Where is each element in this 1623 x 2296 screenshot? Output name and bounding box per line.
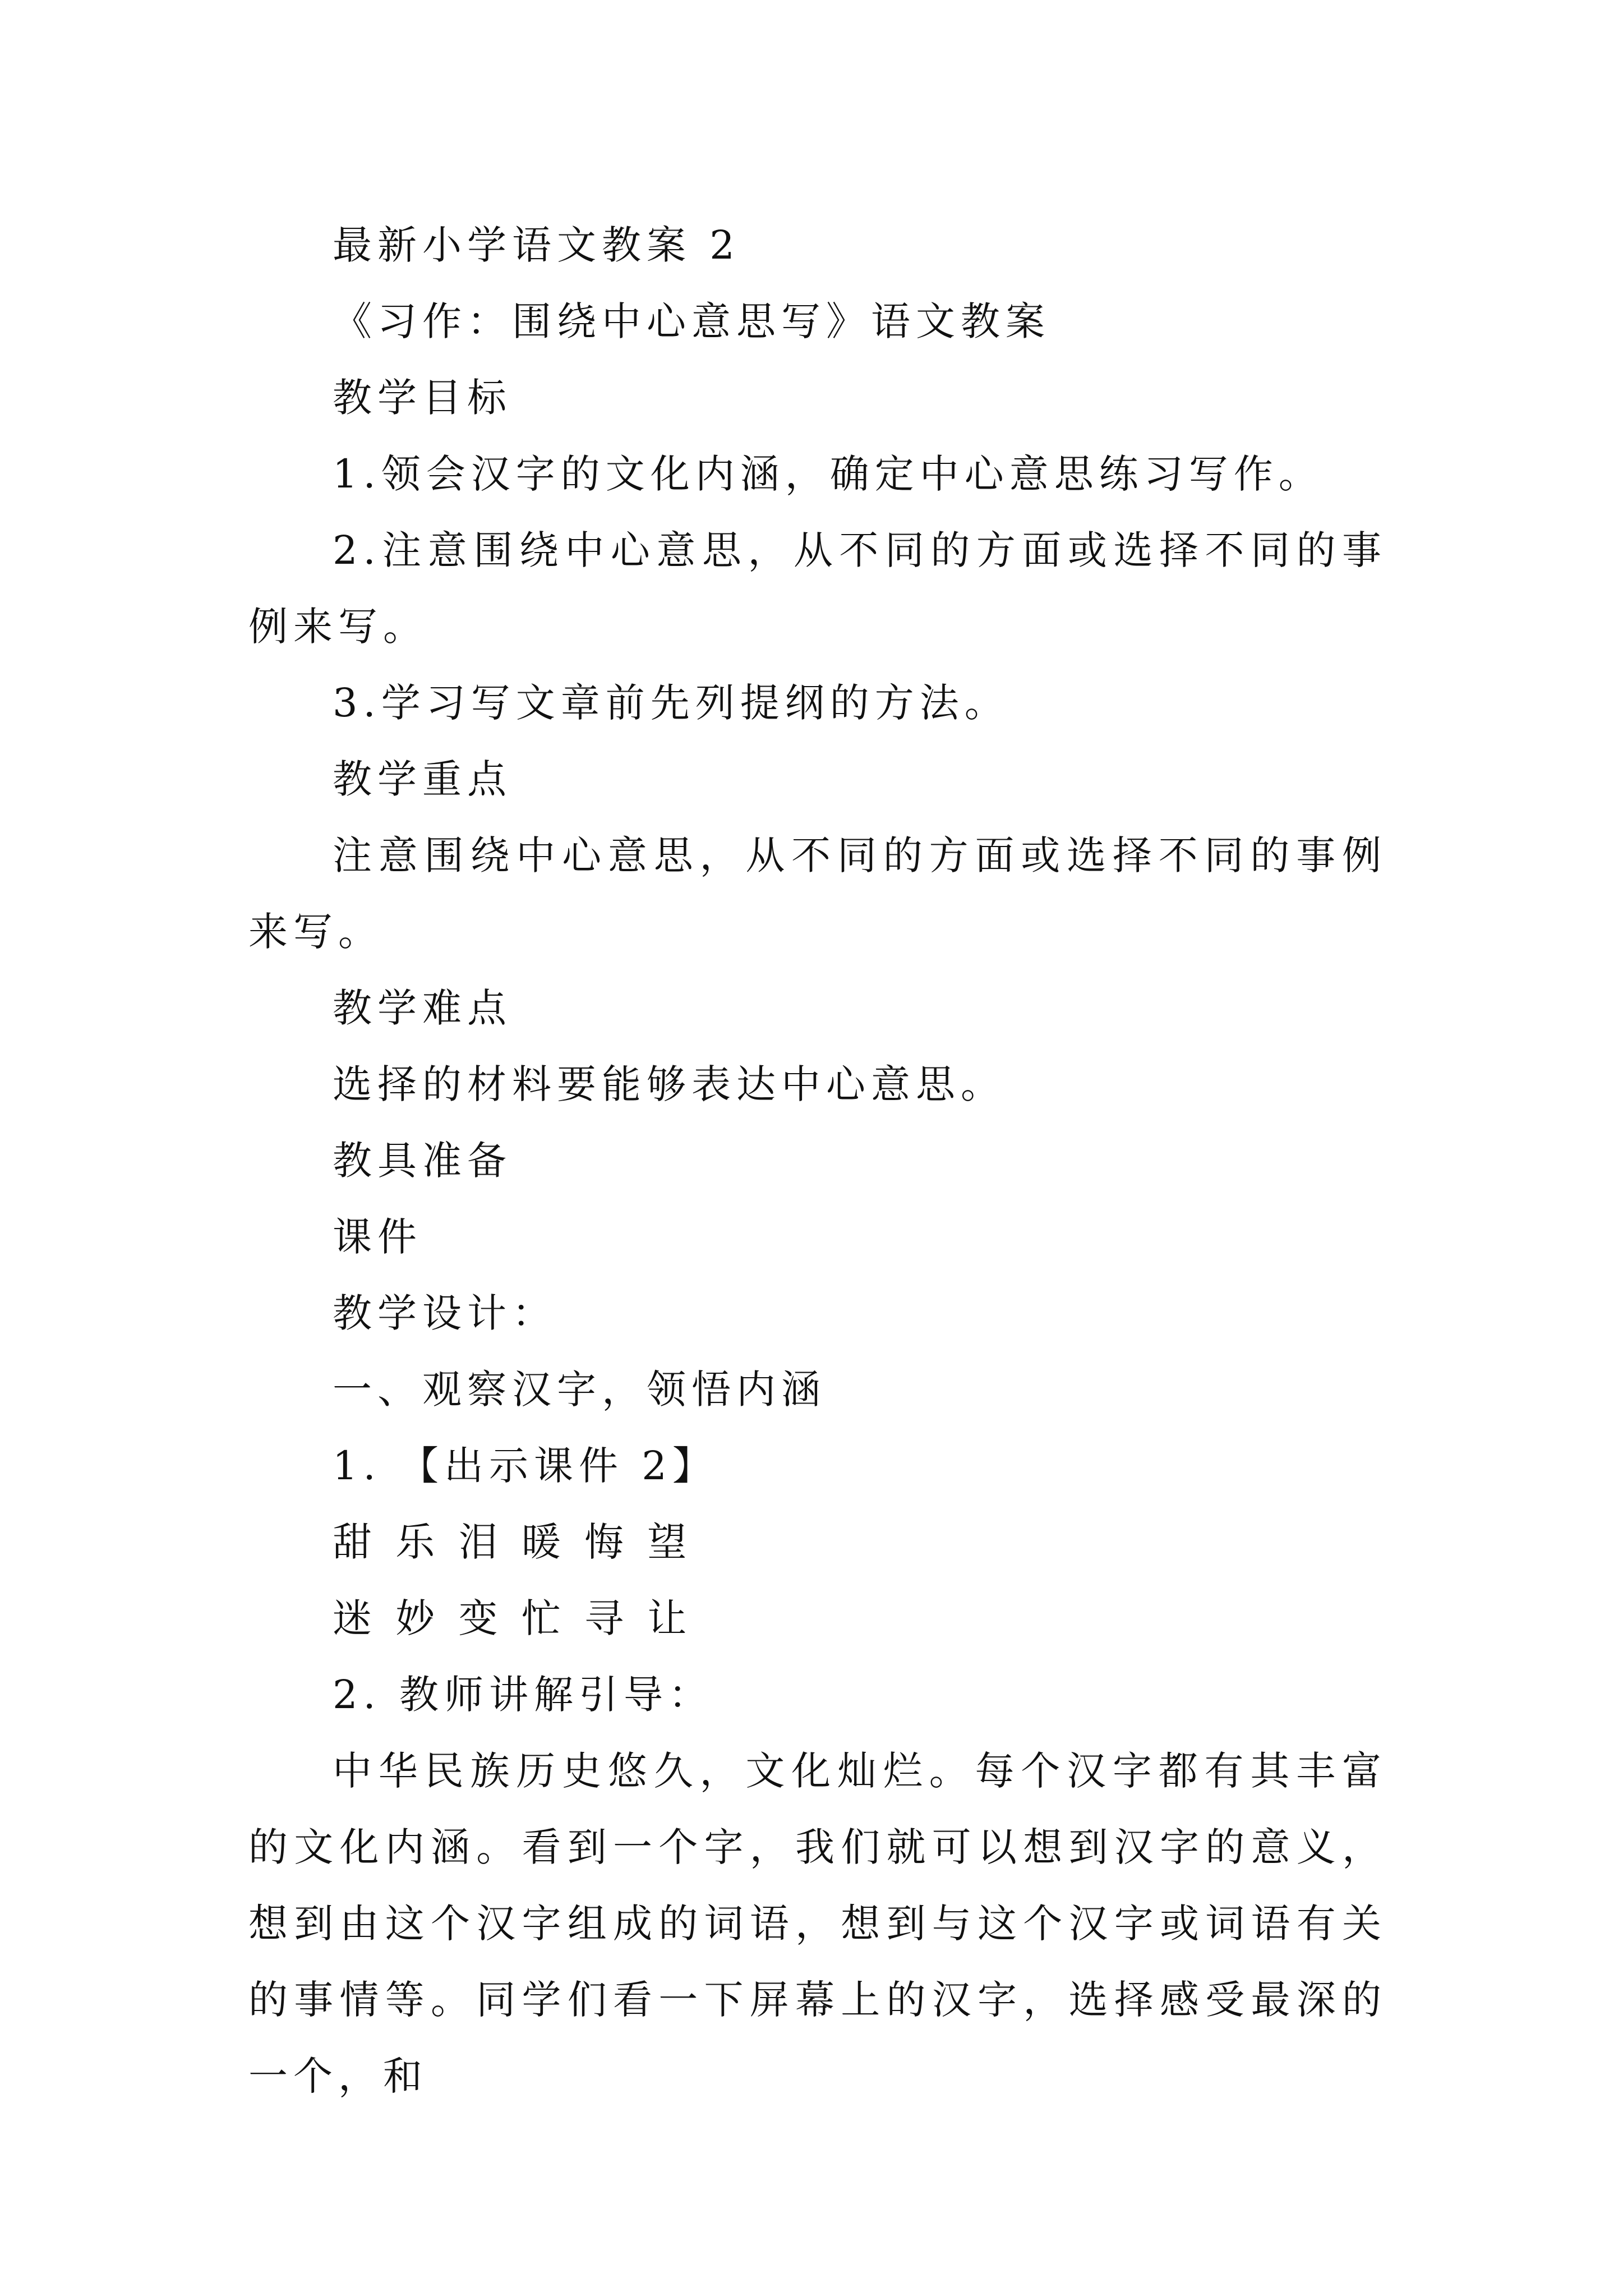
design-substep-2: 2. 教师讲解引导： [333,1672,714,1718]
document-body [248,207,1387,2114]
goal-item-1: 1.领会汉字的文化内涵，确定中心意思练习写作。 [333,451,1324,497]
section-heading-difficulties: 教学难点 [333,985,512,1031]
section-heading-design: 教学设计： [333,1290,557,1336]
explanation-paragraph: 中华民族历史悠久，文化灿烂。每个汉字都有其丰富的文化内涵。看到一个字，我们就可以想到汉字的意义，想到由这个汉字组成的词语，想到与这个汉字或词语有关的事情等。同学们看一下屏幕上的汉字，选择感受最深的一个，和 [248,1748,1387,2099]
lesson-title: 《习作：围绕中心意思写》语文教案 [333,298,1050,344]
design-substep-1: 1. 【出示课件 2】 [333,1443,717,1489]
goal-item-3: 3.学习写文章前先列提纲的方法。 [333,680,1009,726]
section-heading-teaching-goals: 教学目标 [333,375,512,421]
goal-item-2: 2.注意围绕中心意思，从不同的方面或选择不同的事例来写。 [248,527,1387,650]
section-heading-key-points: 教学重点 [333,756,512,802]
character-row-2: 迷 妙 变 忙 寻 让 [333,1595,693,1641]
design-step-1-heading: 一、观察汉字，领悟内涵 [333,1366,826,1412]
section-heading-materials: 教具准备 [333,1138,512,1184]
key-points-text: 注意围绕中心意思，从不同的方面或选择不同的事例来写。 [248,832,1387,955]
document-title: 最新小学语文教案 2 [333,222,740,268]
difficulties-text: 选择的材料要能够表达中心意思。 [333,1061,1006,1107]
materials-text: 课件 [333,1214,422,1260]
character-row-1: 甜 乐 泪 暖 悔 望 [333,1519,693,1565]
